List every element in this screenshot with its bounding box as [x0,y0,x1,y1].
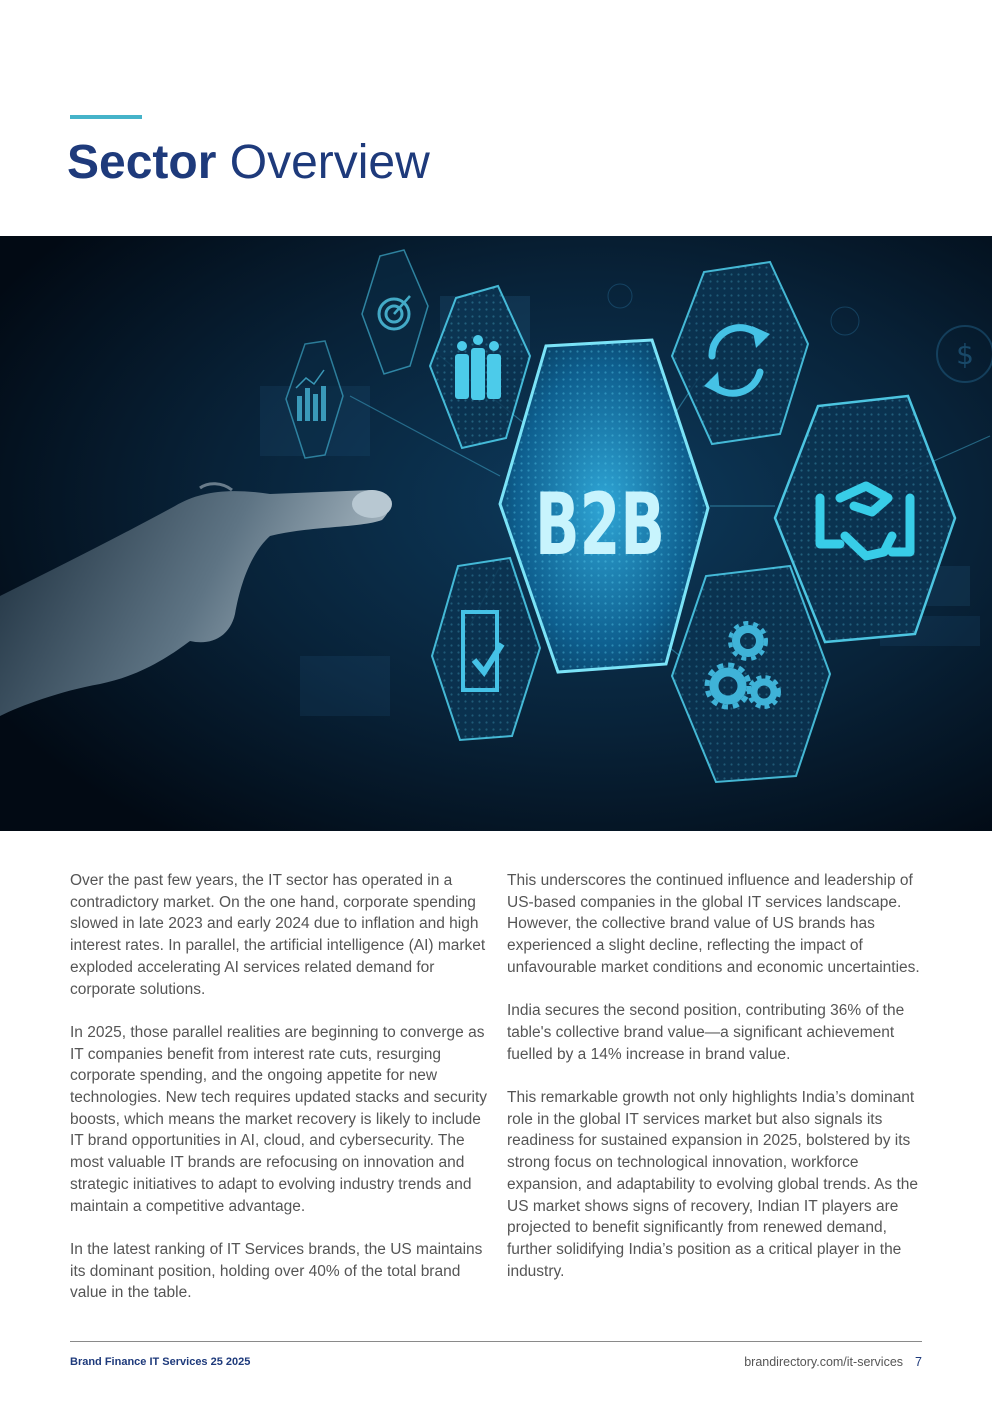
right-paragraph-3: This remarkable growth not only highlights India’s dominant role in the global IT services market but also signals its readiness for sustained expansion in 2025, bolstered by its strong focus on technological innovation, workforce expansion, and adaptability to evolving global trends. As the US market shows signs of recovery, Indian IT players are projected to benefit significantly from renewed demand, further solidifying India’s position as a critical player in the industry. [507,1089,919,1280]
page-title [67,132,430,194]
footer-publication: Brand Finance IT Services 25 2025 [70,1356,251,1368]
page-number: 7 [915,1355,922,1369]
bar-chart-icon [297,396,302,421]
footer-rule [70,1341,922,1342]
left-paragraph-1: Over the past few years, the IT sector has operated in a contradictory market. On the one hand, corporate spending slowed in late 2023 and early 2024 due to inflation and high interest rates. In parallel, the artificial intelligence (AI) market exploded accelerating AI services related demand for corporate solutions. [70,872,486,998]
page-title-rest: Overview [229,136,430,189]
left-paragraph-3: In the latest ranking of IT Services brands, the US maintains its dominant position, holding over 40% of the total brand value in the table. [70,1240,483,1302]
left-paragraph-2: In 2025, those parallel realities are beginning to converge as IT companies benefit from interest rate cuts, resurging corporate spending, and the ongoing appetite for new technologies. New tech requires updated stacks and security boosts, which means the market recovery is likely to include IT brand opportunities in AI, cloud, and cybersecurity. The most valuable IT brands are refocusing on innovation and strategic initiatives to adapt to evolving industry trends and maintain a competitive advantage. [70,1023,488,1215]
text-column-left [70,870,490,1326]
right-paragraph-1: This underscores the continued influence and leadership of US-based companies in the global IT services landscape. However, the collective brand value of US brands has experienced a slight decline, reflecting the impact of unfavourable market conditions and economic uncertainties. [507,872,920,976]
b2b-label: B2B [535,475,665,575]
page-title-bold: Sector [67,136,217,189]
footer-url-link[interactable]: brandirectory.com/it-services [744,1355,904,1369]
title-accent-rule [70,115,142,119]
footer-right [744,1355,922,1369]
svg-text:$: $ [956,338,974,371]
hero-image [0,236,992,831]
right-paragraph-2: India secures the second position, contributing 36% of the table's collective brand value—a significant achievement fuelled by a 14% increase in brand value. [507,1002,905,1063]
people-icon [455,335,501,400]
text-column-right [507,870,927,1304]
